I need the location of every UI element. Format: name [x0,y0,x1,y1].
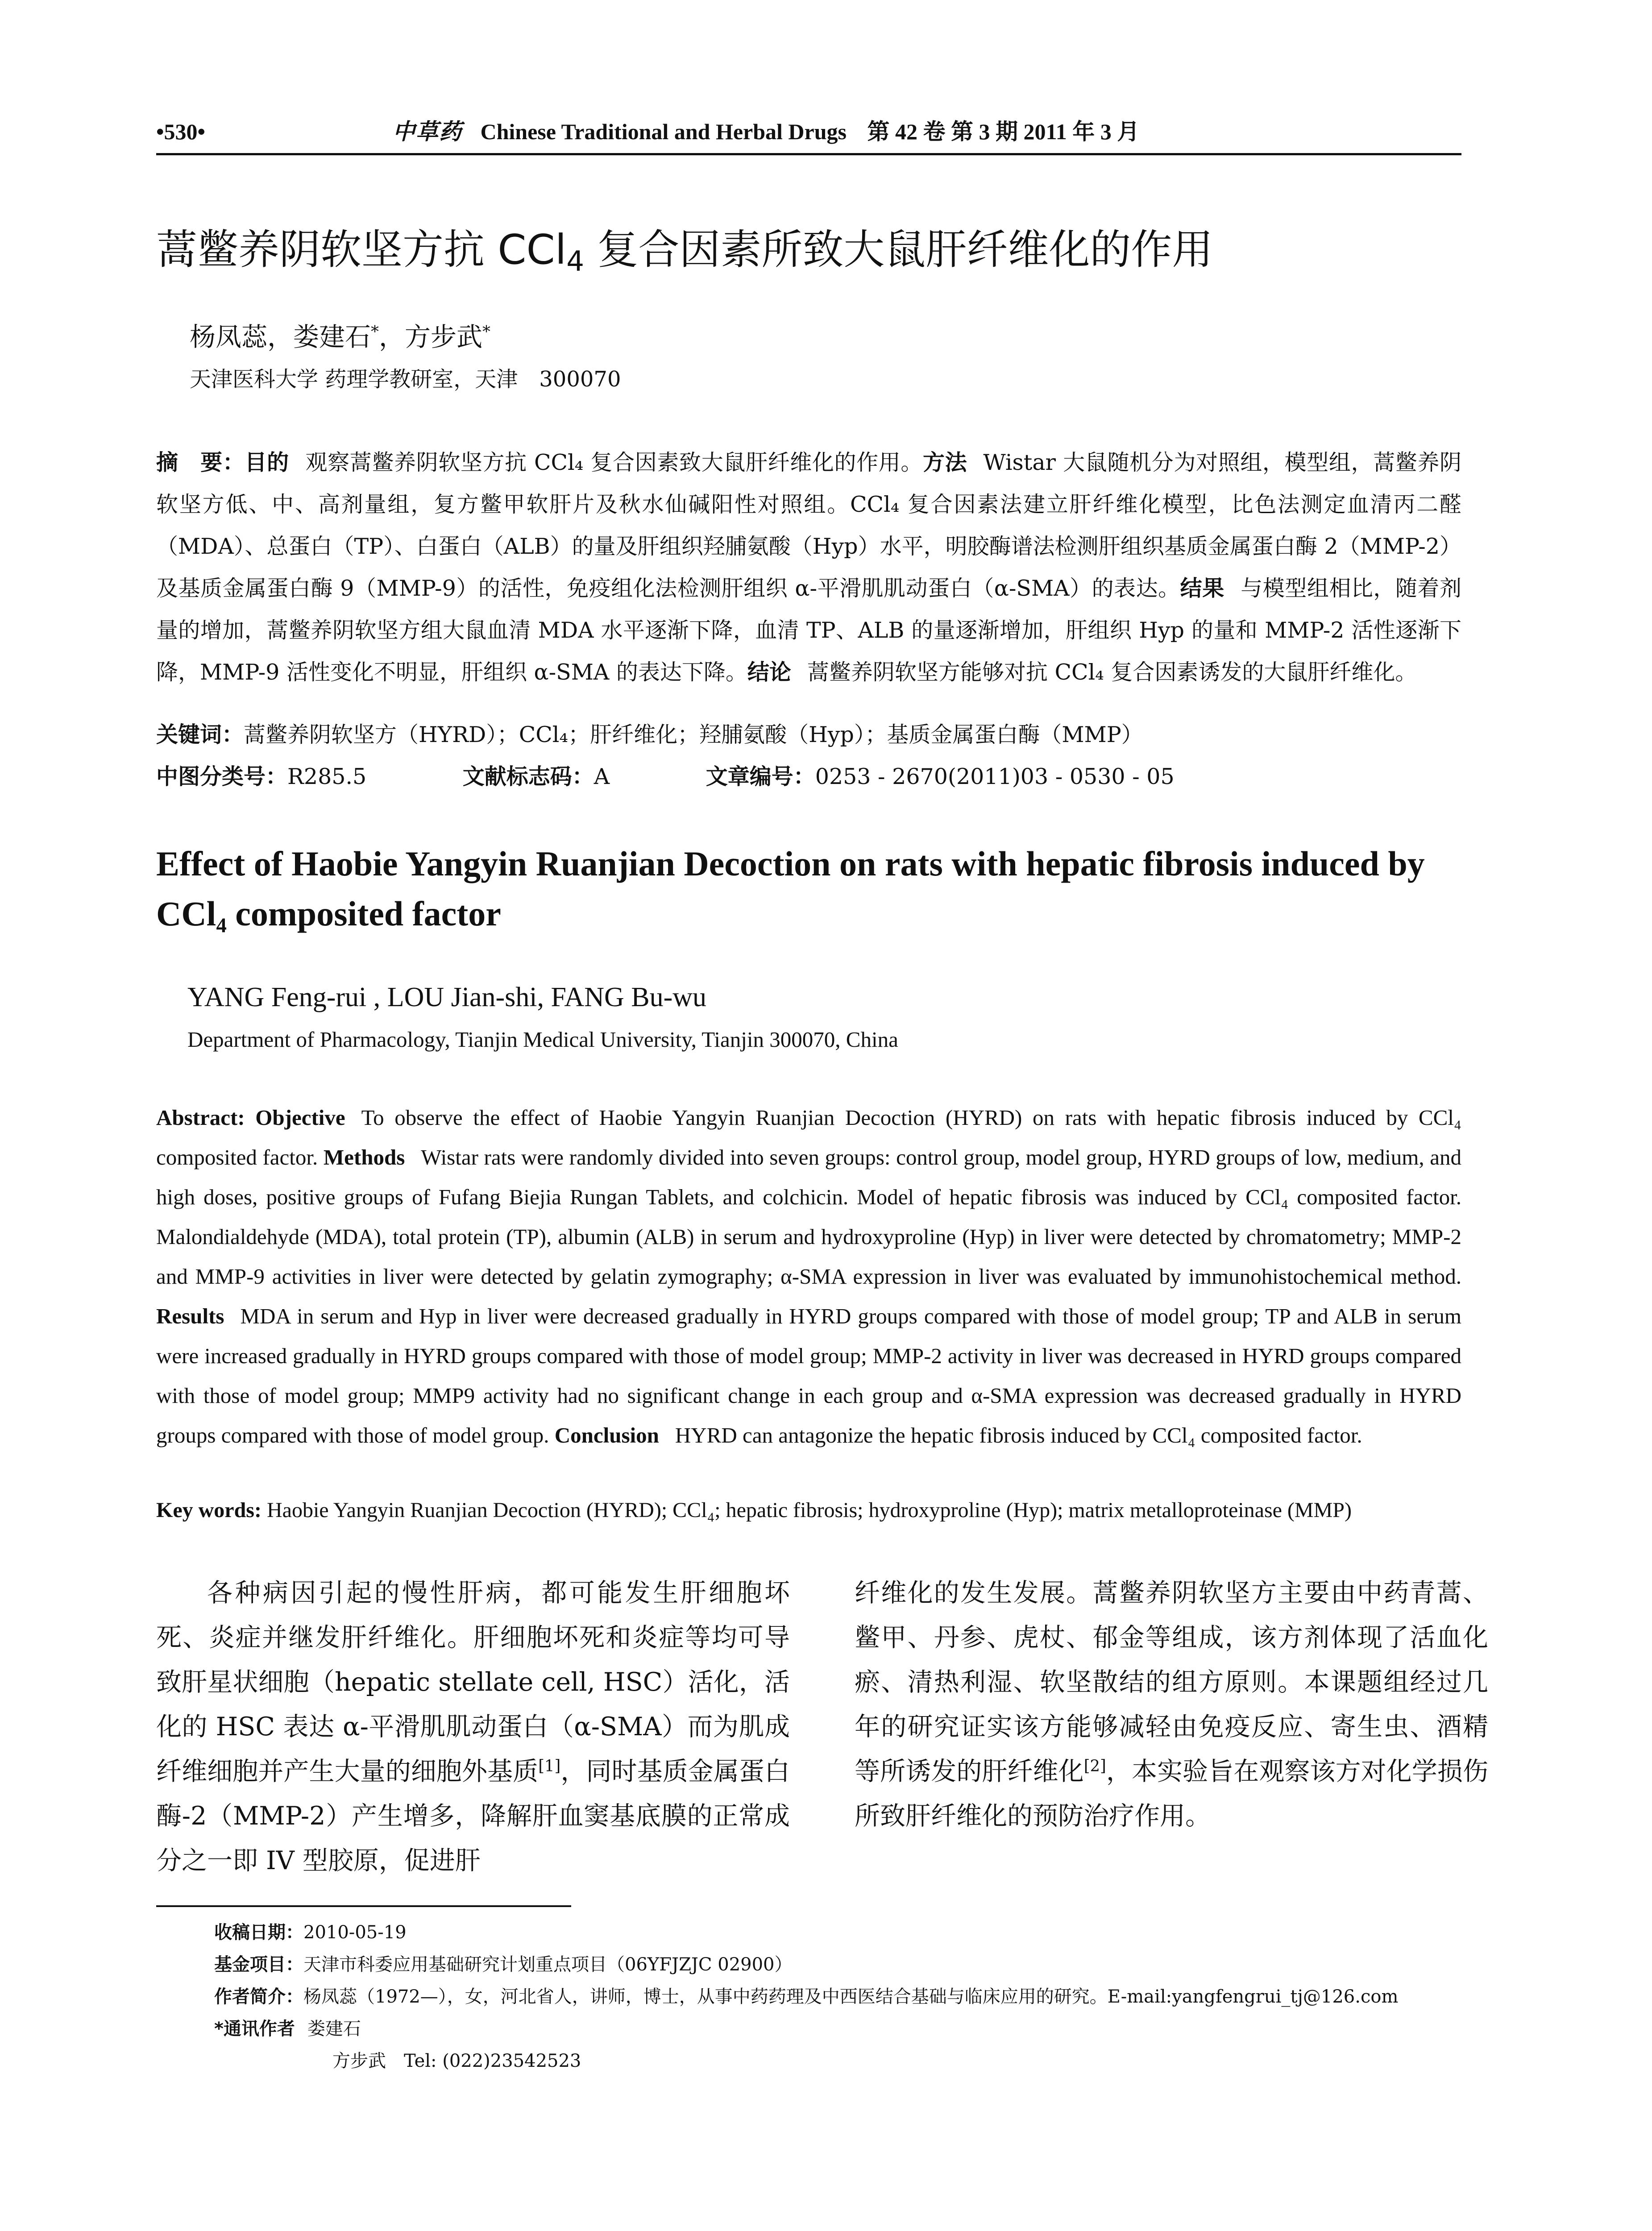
cn-keywords: 关键词：蒿鳖养阴软坚方（HYRD）；CCl₄；肝纤维化；羟脯氨酸（Hyp）；基质金属蛋白酶（MMP） [156,722,1143,747]
citation-2[interactable]: [2] [1083,1757,1106,1775]
footnote-corresponding-2: 方步武 Tel: (022)23542523 [332,2051,581,2071]
en-methods: Wistar rats were randomly divided into seven groups: control group, model group, HYRD groups of low, medium, and high doses, positive groups of Fufang Biejia Rungan Tablets, and colchicin. Model of hepatic fibrosis was induced by CCl₄ composited factor. Malondialdehyde (MDA), total protein (TP), albumin (ALB) in serum and hydroxyproline (Hyp) in liver were detected by chromatometry; MMP-2 and MMP-9 activities in liver were detected by gelatin zymography; α-SMA expression in liver was evaluated by immunohistochemical method. [156,1145,1462,1289]
footnote-received: 收稿日期：2010-05-19 [214,1922,407,1943]
en-conclusion-label: Conclusion [554,1423,659,1447]
article-id-value: 0253 - 2670(2011)03 - 0530 - 05 [815,764,1175,789]
article-id-label: 文章编号： [706,764,815,789]
cn-abstract-label: 摘 要：目的 [156,450,289,475]
en-objective: To observe the effect of Haobie Yangyin Ruanjian Decoction (HYRD) on rats with hepatic fibrosis induced by CCl₄ composited factor. [156,1105,1461,1169]
en-methods-label: Methods [323,1145,405,1169]
en-results-label: Results [156,1304,224,1328]
en-conclusion: HYRD can antagonize the hepatic fibrosis induced by CCl₄ composited factor. [675,1423,1362,1447]
en-title: Effect of Haobie Yangyin Ruanjian Decoction on rats with hepatic fibrosis induced by CCl₄ composited factor [156,844,1425,933]
cn-results: 与模型组相比，随着剂量的增加，蒿鳖养阴软坚方组大鼠血清 MDA 水平逐渐下降，血清 TP、ALB 的量逐渐增加，肝组织 Hyp 的量和 MMP-2 活性逐渐下降，MMP-9 活性变化不明显，肝组织 α-SMA 的表达下降。 [156,576,1461,685]
citation-1[interactable]: [1] [538,1757,561,1775]
journal-line [393,114,1139,149]
doc-code-label: 文献标志码： [462,764,594,789]
footnote-bio: 作者简介：杨凤蕊（1972—），女，河北省人，讲师，博士，从事中药药理及中西医结合基础与临床应用的研究。E-mail:yangfengrui_tj@126.com [214,1986,1399,2007]
page-number: •530• [156,119,206,144]
en-affiliation: Department of Pharmacology, Tianjin Medical University, Tianjin 300070, China [187,1027,898,1052]
body-column-left: 各种病因引起的慢性肝病，都可能发生肝细胞坏死、炎症并继发肝纤维化。肝细胞坏死和炎症等均可导致肝星状细胞（hepatic stellate cell, HSC）活化，活化的 HSC 表达 α-平滑肌肌动蛋白（α-SMA）而为肌成纤维细胞并产生大量的细胞外基质[1]，同时基质金属蛋白酶-2（MMP-2）产生增多，降解肝血窦基底膜的正常成分之一即 IV 型胶原，促进肝 [156,1578,790,1875]
doc-code-value: A [594,764,610,789]
en-abstract-label: Abstract: [156,1105,245,1130]
cn-affiliation: 天津医科大学 药理学教研室，天津 300070 [190,367,621,392]
cn-methods: Wistar 大鼠随机分为对照组，模型组，蒿鳖养阴软坚方低、中、高剂量组，复方鳖甲软肝片及秋水仙碱阳性对照组。CCl₄ 复合因素法建立肝纤维化模型，比色法测定血清丙二醛（MDA）、总蛋白（TP）、白蛋白（ALB）的量及肝组织羟脯氨酸（Hyp）水平，明胶酶谱法检测肝组织基质金属蛋白酶 2（MMP-2）及基质金属蛋白酶 9（MMP-9）的活性，免疫组化法检测肝组织 α-平滑肌肌动蛋白（α-SMA）的表达。 [156,450,1461,601]
en-results: MDA in serum and Hyp in liver were decreased gradually in HYRD groups compared with those of model group; TP and ALB in serum were increased gradually in HYRD groups compared with those of model group; MMP-2 activity in liver was decreased in HYRD groups compared with those of model group; MMP9 activity had no significant change in each group and α-SMA expression was decreased gradually in HYRD groups compared with those of model group. [156,1304,1461,1447]
cn-objective: 观察蒿鳖养阴软坚方抗 CCl₄ 复合因素致大鼠肝纤维化的作用。 [305,450,923,475]
cn-title: 蒿鳖养阴软坚方抗 CCl$_4$ 复合因素所致大鼠肝纤维化的作用 [156,226,1213,278]
footnote-corresponding: *通讯作者 娄建石 [214,2019,361,2039]
running-header [156,114,1461,149]
en-objective-label: Objective [255,1105,345,1130]
cn-results-label: 结果 [1180,576,1224,601]
cn-classification [156,756,1175,798]
header-rule [156,153,1461,155]
footnote-rule [156,1905,571,1907]
en-abstract [156,1098,1461,1455]
en-authors: YANG Feng-rui , LOU Jian-shi, FANG Bu-wu [187,982,707,1012]
body-column-right: 纤维化的发生发展。蒿鳖养阴软坚方主要由中药青蒿、鳖甲、丹参、虎杖、郁金等组成，该方剂体现了活血化瘀、清热利湿、软坚散结的组方原则。本课题组经过几年的研究证实该方能够减轻由免疫反应、寄生虫、酒精等所诱发的肝纤维化[2]，本实验旨在观察该方对化学损伤所致肝纤维化的预防治疗作用。 [855,1578,1489,1831]
cn-conclusion: 蒿鳖养阴软坚方能够对抗 CCl₄ 复合因素诱发的大鼠肝纤维化。 [807,659,1417,685]
clc-value: R285.5 [287,764,367,789]
cn-methods-label: 方法 [923,450,967,475]
cn-abstract [156,442,1461,693]
en-keywords: Key words: Haobie Yangyin Ruanjian Decoction (HYRD); CCl₄; hepatic fibrosis; hydroxyproline (Hyp); matrix metalloproteinase (MMP) [156,1498,1352,1522]
clc-label: 中图分类号： [156,764,288,789]
cn-authors: 杨凤蕊，娄建石*，方步武* [190,322,490,352]
footnote-fund: 基金项目：天津市科委应用基础研究计划重点项目（06YFJZJC 02900） [214,1954,793,1975]
journal-name-en: Chinese Traditional and Herbal Drugs [480,119,847,144]
journal-issue: 第 42 卷 第 3 期 2011 年 3 月 [867,119,1140,144]
journal-name-cn: 中草药 [393,119,462,144]
footnotes [214,1916,1461,2077]
cn-conclusion-label: 结论 [747,659,791,685]
